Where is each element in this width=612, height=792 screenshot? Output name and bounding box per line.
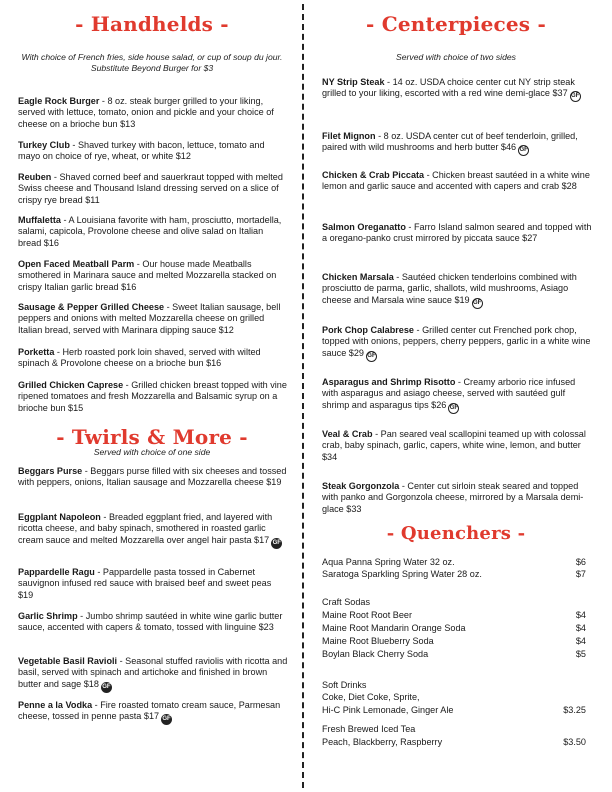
menu-item: Reuben - Shaved corned beef and sauerkraut topped with melted Swiss cheese and Thousand Island dressing served on a slice of crispy rye bread $11 — [18, 172, 283, 205]
gluten-free-icon: GF — [518, 145, 529, 156]
menu-item: Chicken & Crab Piccata - Chicken breast sautéed in a white wine lemon and garlic sauce and accented with capers and crab $28 — [322, 170, 590, 192]
twirls-subtitle: Served with choice of one side — [93, 447, 211, 457]
menu-item: Eggplant Napoleon - Breaded eggplant fried, and layered with ricotta cheese, and baby spinach, smothered in roasted garlic cream sauce and melted Mozzarella over angel hair pasta $17 GF — [18, 512, 288, 549]
drink-item: Peach, Blackberry, Raspberry $3.50 — [322, 737, 586, 747]
menu-item: Garlic Shrimp - Jumbo shrimp sautéed in white wine garlic butter sauce, accented with capers & tomato, tossed with linguine $23 — [18, 611, 283, 633]
twirls-heading: - Twirls & More - — [56, 425, 248, 449]
gluten-free-icon: GF — [570, 91, 581, 102]
handhelds-heading: - Handhelds - — [75, 12, 229, 36]
gluten-free-icon: GF — [271, 538, 282, 549]
menu-item: Turkey Club - Shaved turkey with bacon, lettuce, tomato and mayo on choice of rye, wheat, or white $12 — [18, 140, 265, 162]
menu-item: Asparagus and Shrimp Risotto - Creamy arborio rice infused with asparagus and asiago cheese, served with sautéed gulf shrimp and asparagus tips $26 GF — [322, 377, 592, 414]
gluten-free-icon: GF — [448, 403, 459, 414]
drink-item: Maine Root Blueberry Soda $4 — [322, 636, 586, 646]
column-divider — [302, 4, 304, 788]
soft-drinks-title: Soft Drinks — [322, 680, 367, 690]
drink-item: Aqua Panna Spring Water 32 oz. $6 — [322, 557, 586, 567]
left-column — [16, 0, 288, 792]
centerpieces-subtitle: Served with choice of two sides — [396, 52, 516, 62]
menu-item: Vegetable Basil Ravioli - Seasonal stuffed raviolis with ricotta and basil, served with spinach and artichoke and finished in brown butter and sage $18 GF — [18, 656, 288, 693]
menu-item: Salmon Oreganatto - Farro Island salmon seared and topped with a oregano-panko crust mirrored by piccata sauce $27 — [322, 222, 592, 244]
quenchers-heading: - Quenchers - — [386, 523, 526, 544]
menu-item: Steak Gorgonzola - Center cut sirloin steak seared and topped with panko and Gorgonzola cheese, mirrored by a Marsala demi-glace $33 — [322, 481, 584, 514]
drink-item: Maine Root Mandarin Orange Soda $4 — [322, 623, 586, 633]
menu-item: Chicken Marsala - Sautéed chicken tenderloins combined with prosciutto de parma, garlic, shallots, wild mushrooms, Asiago cheese and Marsala wine sauce $19 GF — [322, 272, 592, 309]
menu-item: Open Faced Meatball Parm - Our house made Meatballs smothered in Marinara sauce and melted Mozzarella stacked on crispy Italian garlic bread $16 — [18, 259, 277, 292]
iced-tea-title: Fresh Brewed Iced Tea — [322, 724, 416, 734]
soft-drinks-list: Coke, Diet Coke, Sprite, — [322, 692, 420, 702]
menu-item: Muffaletta - A Louisiana favorite with ham, prosciutto, mortadella, salami, capicola, Provolone cheese and olive salad on Italian bread $16 — [18, 215, 282, 248]
gluten-free-icon: GF — [161, 714, 172, 725]
menu-item: NY Strip Steak - 14 oz. USDA choice center cut NY strip steak grilled to your liking, escorted with a red wine demi-glace $37 GF — [322, 77, 592, 102]
menu-item: Grilled Chicken Caprese - Grilled chicken breast topped with vine ripened tomatoes and fresh Mozzarella and Balsamic syrup on a brioche bun $15 — [18, 380, 287, 413]
menu-item: Filet Mignon - 8 oz. USDA center cut of beef tenderloin, grilled, paired with wild mushrooms and herb butter $46 GF — [322, 131, 592, 156]
gluten-free-icon: GF — [366, 351, 377, 362]
handhelds-subtitle: With choice of French fries, side house salad, or cup of soup du jour. Substitute Beyond Burger for $3 — [21, 52, 283, 73]
gluten-free-icon: GF — [101, 682, 112, 693]
drink-item: Boylan Black Cherry Soda $5 — [322, 649, 586, 659]
menu-item: Sausage & Pepper Grilled Cheese - Sweet Italian sausage, bell peppers and onions with melted Mozzarella cheese on grilled Italian bread, served with Marinara dipping sauce $12 — [18, 302, 281, 335]
centerpieces-heading: - Centerpieces - — [366, 12, 546, 36]
menu-item: Eagle Rock Burger - 8 oz. steak burger grilled to your liking, served with lettuce, tomato, onion and pickle and your choice of cheese on a brioche bun $13 — [18, 96, 274, 129]
right-column — [320, 0, 592, 792]
drink-item: Saratoga Sparkling Spring Water 28 oz. $7 — [322, 569, 586, 579]
menu-item: Veal & Crab - Pan seared veal scallopini teamed up with colossal crab, baby spinach, garlic, capers, white wine, lemon, and butter $34 — [322, 429, 586, 462]
menu-item: Porketta - Herb roasted pork loin shaved, served with wilted spinach & Provolone cheese on a brioche bun $16 — [18, 347, 261, 369]
gluten-free-icon: GF — [472, 298, 483, 309]
menu-item: Pappardelle Ragu - Pappardelle pasta tossed in Cabernet sauvignon infused red sauce with braised beef and sweet peas $19 — [18, 567, 272, 600]
menu-item: Beggars Purse - Beggars purse filled with six cheeses and tossed with peppers, onions, Italian sausage and Mozzarella cheese $19 — [18, 466, 287, 488]
menu-item: Pork Chop Calabrese - Grilled center cut Frenched pork chop, topped with onions, peppers, cherry peppers, garlic in a white wine sauce $29 GF — [322, 325, 592, 362]
craft-sodas-title: Craft Sodas — [322, 597, 371, 607]
menu-item: Penne a la Vodka - Fire roasted tomato cream sauce, Parmesan cheese, tossed in penne pasta $17 GF — [18, 700, 288, 725]
drink-item: Maine Root Root Beer $4 — [322, 610, 586, 620]
drink-item: Hi-C Pink Lemonade, Ginger Ale $3.25 — [322, 705, 586, 715]
